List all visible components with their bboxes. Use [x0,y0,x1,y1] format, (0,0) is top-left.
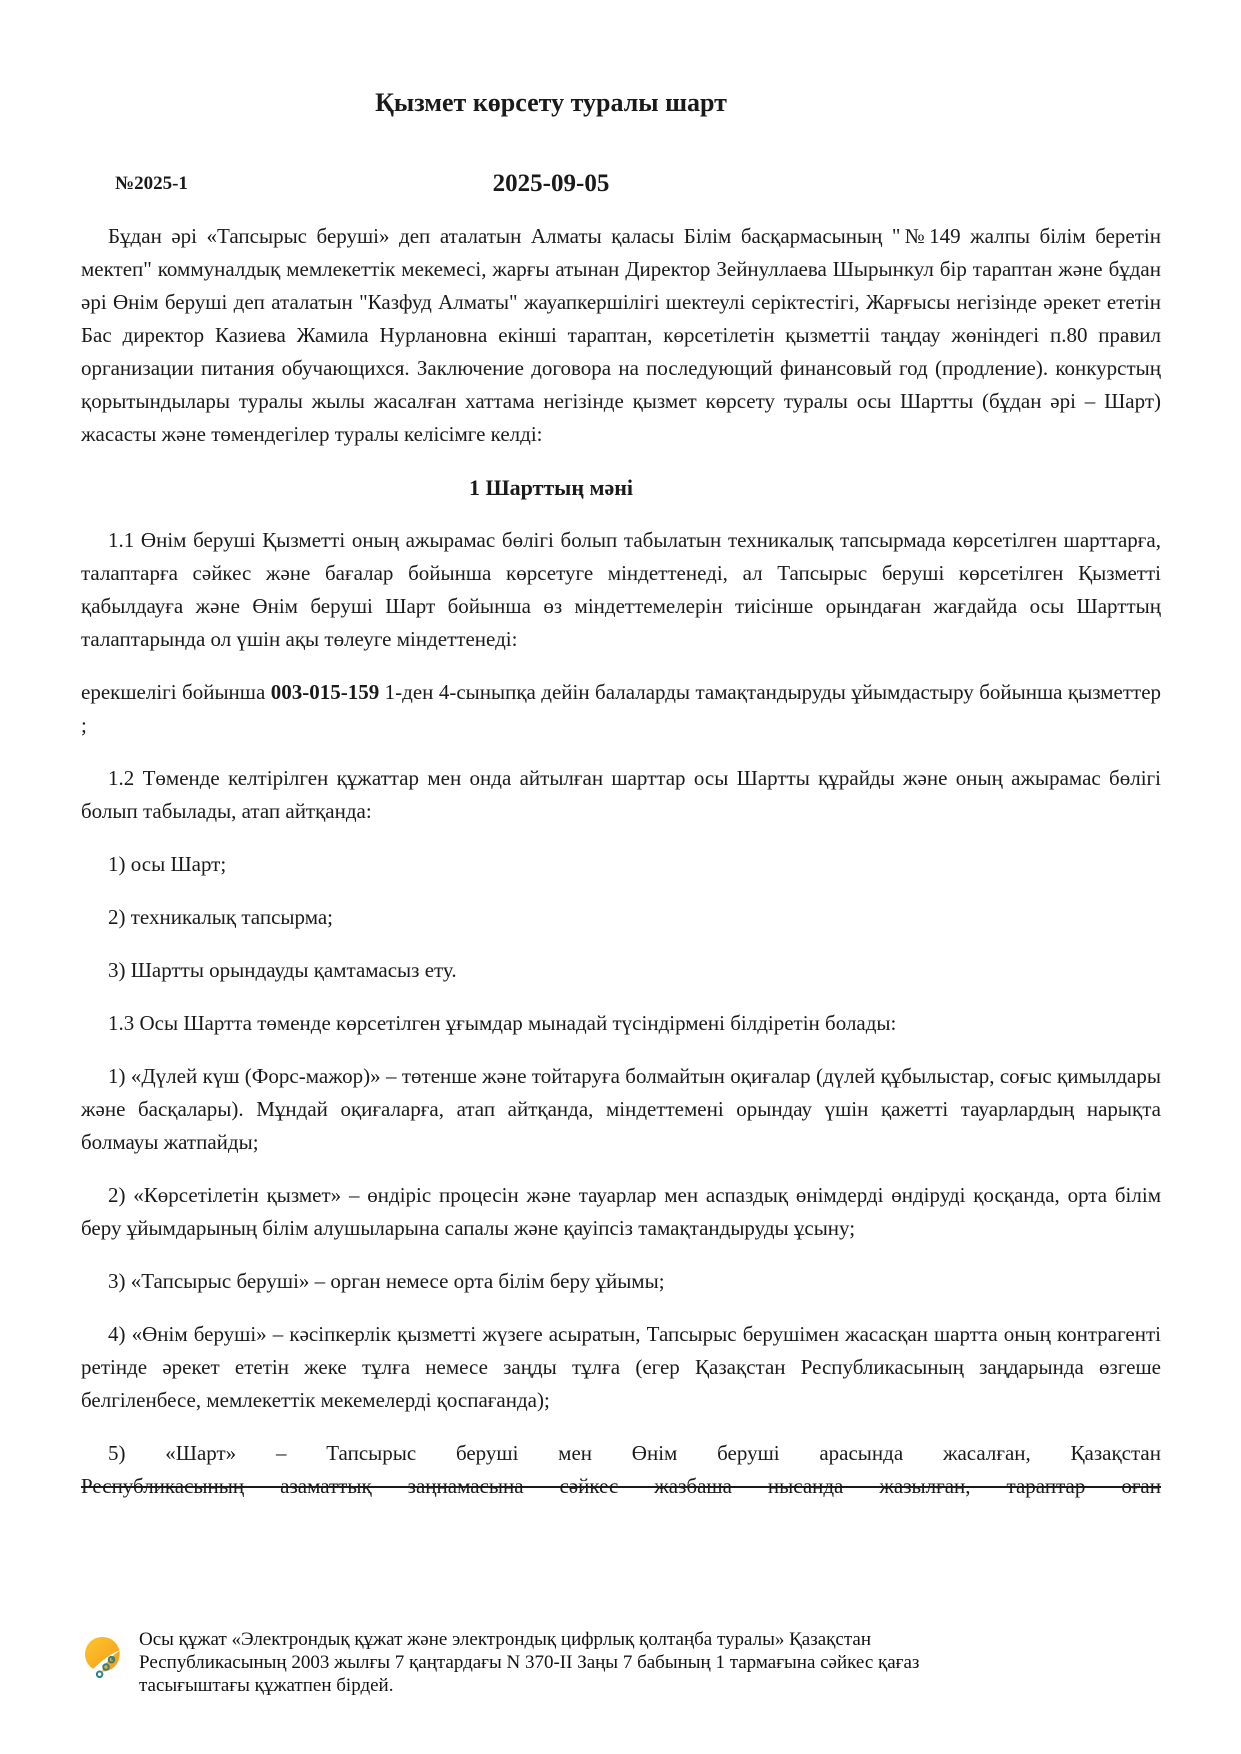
clause-5-line-2-struck: Республикасының азаматтық заңнамасына сәйкес жазбаша нысанда жазылған, тараптар оған [81,1474,1161,1498]
page-footer [81,1628,1166,1697]
clause-5-line-1: 5) «Шарт» – Тапсырыс беруші мен Өнім беруші арасында жасалған, Қазақстан [108,1441,1161,1465]
service-description-suffix: 1-ден 4-сыныпқа дейін балаларды тамақтандыруды ұйымдастыру бойынша қызметтер ; [81,680,1162,737]
definition-item-3: 3) «Тапсырыс беруші» – орган немесе орта білім беру ұйымы; [108,1269,665,1293]
service-description-prefix: ерекшелігі бойынша [81,680,271,704]
definition-item-4: 4) «Өнім беруші» – кәсіпкерлік қызметті жүзеге асыратын, Тапсырыс берушімен жасасқан шартта оның контрагенті ретінде әрекет ететін жеке тұлға немесе заңды тұлға (егер Қазақстан Республикасының заңдарында өзгеше белгіленбесе, мемлекеттік мекемелерді қоспағанда); [81,1322,1161,1412]
contract-doc-item-3: 3) Шартты орындауды қамтамасыз ету. [108,958,457,982]
contract-doc-item-1: 1) осы Шарт; [108,852,227,876]
footer-note-line-3: тасығыштағы құжатпен бірдей. [139,1675,394,1696]
egov-stamp-icon [83,1635,129,1693]
clause-1-1: 1.1 Өнім беруші Қызметті оның ажырамас бөлігі болып табылатын техникалық тапсырмада көрсетілген шарттарға, талаптарға сәйкес және бағалар бойынша көрсетуге міндеттенеді, ал Тапсырыс беруші көрсетілген Қызметті қабылдауға және Өнім беруші Шарт бойынша өз міндеттемелерін тиісінше орындаған жағдайда осы Шарттың талаптарында ол үшін ақы төлеуге міндеттенеді: [81,528,1161,651]
service-lot-code: 003-015-159 [270,680,380,704]
contract-doc-item-2: 2) техникалық тапсырма; [108,905,334,929]
page-title: Қызмет көрсету туралы шарт [375,88,727,117]
service-description [81,676,1161,742]
section-1-heading: 1 Шарттың мәні [468,475,634,500]
intro-paragraph: Бұдан әрі «Тапсырыс беруші» деп аталатын Алматы қаласы Білім басқармасының "№149 жалпы білім беретін мектеп" коммуналдық мемлекеттік мекемесі, жарғы атынан Директор Зейнуллаева Шырынкул бір тараптан және бұдан әрі Өнім беруші деп аталатын "Казфуд Алматы" жауапкершілігі шектеулі серіктестігі, Жарғысы негізінде әрекет ететін Бас директор Казиева Жамила Нурлановна екінші тараптан, көрсетілетін қызметтіі таңдау жөніндегі п.80 правил организации питания обучающихся. Заключение договора на последующий финансовый год (продление). конкурстың қорытындылары туралы жылы жасалған хаттама негізінде қызмет көрсету туралы осы Шартты (бұдан әрі – Шарт) жасасты және төмендегілер туралы келісімге келді: [81,224,1161,446]
definition-item-2: 2) «Көрсетілетін қызмет» – өндіріс процесін және тауарлар мен аспаздық өнімдерді өндіруді қосқанда, орта білім беру ұйымдарының білім алушыларына сапалы және қауіпсіз тамақтандыруды ұсыну; [81,1183,1161,1240]
footer-note-line-1: Осы құжат «Электрондық құжат және электрондық цифрлық қолтаңба туралы» Қазақстан [139,1629,871,1650]
definition-item-5 [81,1437,1161,1503]
doc-number: №2025-1 [115,173,188,194]
clause-1-3: 1.3 Осы Шартта төменде көрсетілген ұғымдар мынадай түсіндірмені білдіретін болады: [108,1011,897,1035]
footer-note [139,1628,919,1697]
clause-1-2: 1.2 Төменде келтірілген құжаттар мен онда айтылған шарттар осы Шартты құрайды және оның ажырамас бөлігі болып табылады, атап айтқанда: [81,766,1161,823]
footer-note-line-2: Республикасының 2003 жылғы 7 қаңтардағы N 370-II Заңы 7 бабының 1 тармағына сәйкес қағаз [139,1652,920,1673]
doc-date: 2025-09-05 [492,170,610,197]
definition-item-1: 1) «Дүлей күш (Форс-мажор)» – төтенше және тойтаруға болмайтын оқиғалар (дүлей құбылыстар, соғыс қимылдары және басқалары). Мұндай оқиғаларға, атап айтқанда, міндеттемені орындау үшін қажетті тауарлардың нарықта болмауы жатпайды; [81,1064,1161,1154]
document-header-row [81,167,1161,200]
